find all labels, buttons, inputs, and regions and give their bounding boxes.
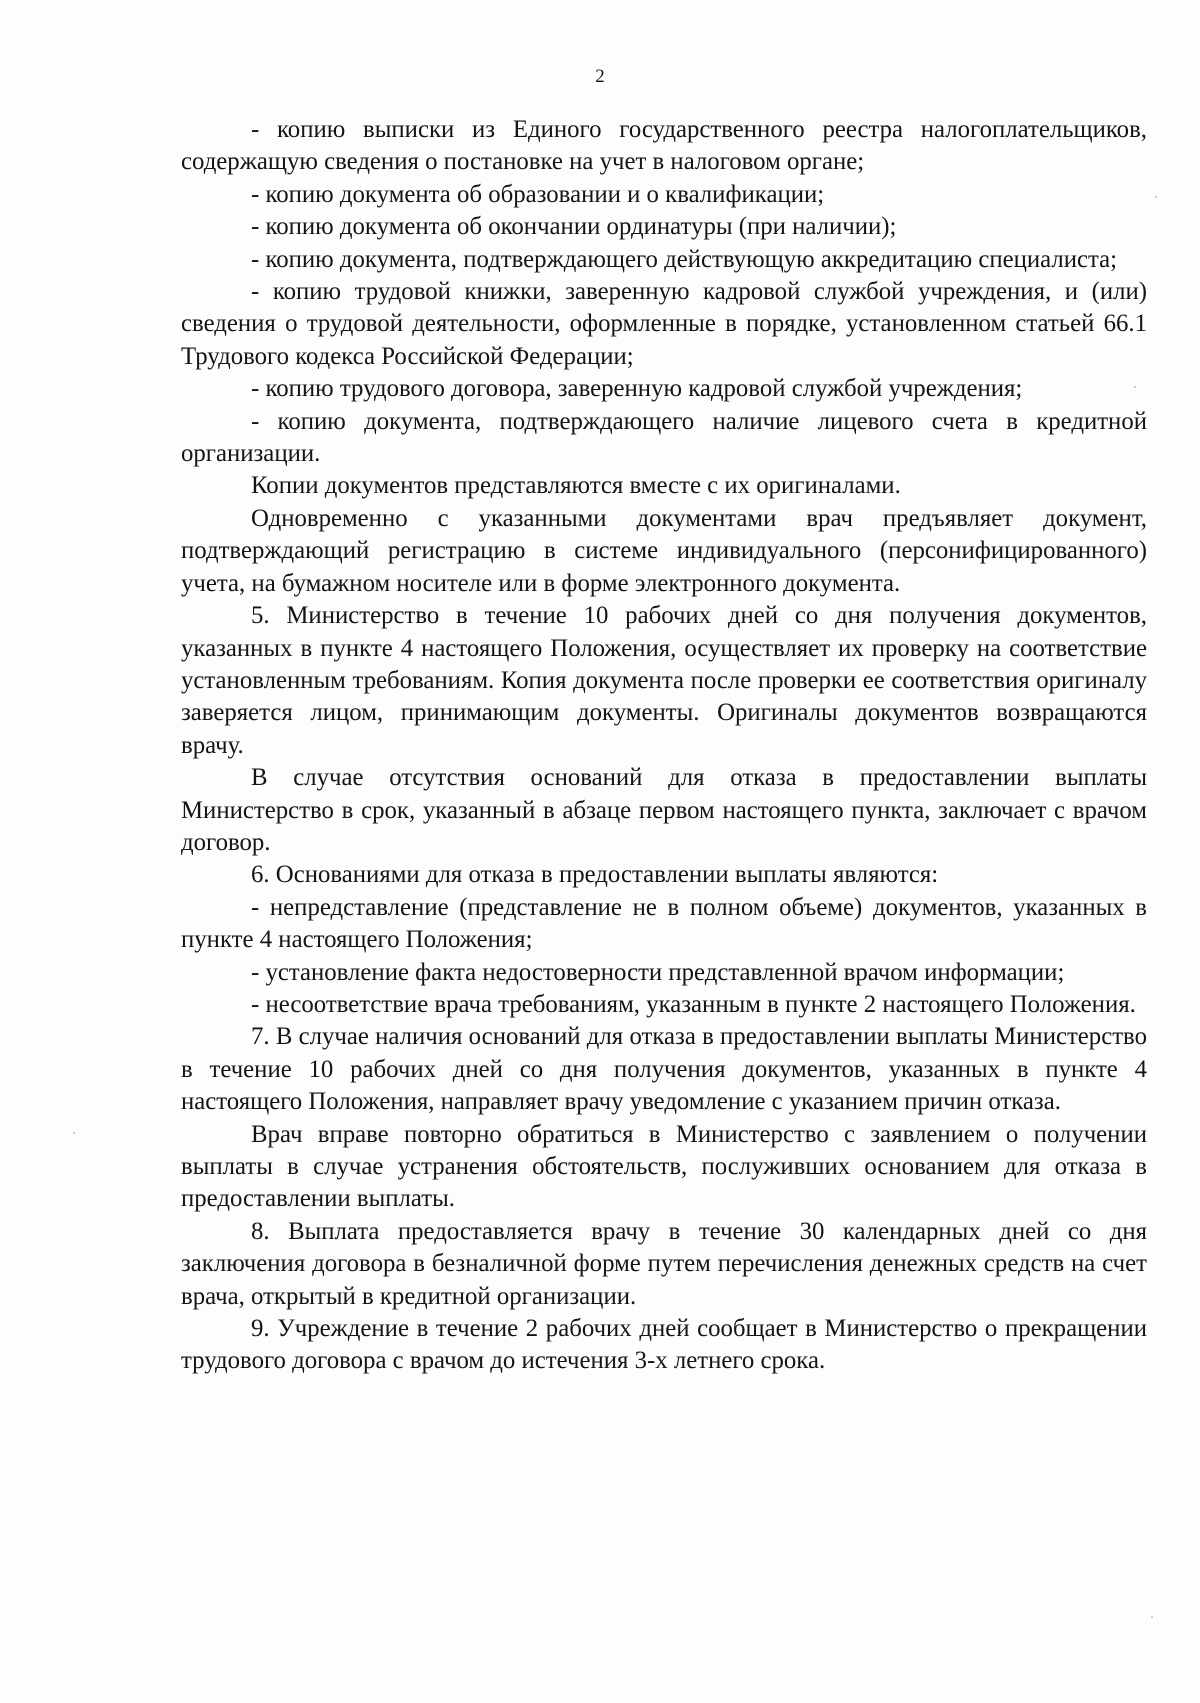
- scan-speck: [1155, 196, 1157, 198]
- paragraph-copies-with-originals: Копии документов представляются вместе с их оригиналами.: [251, 472, 901, 500]
- paragraph-clause-6: 6. Основаниями для отказа в предоставлении выплаты являются:: [251, 861, 939, 889]
- paragraph-clause-5: 5. Министерство в течение 10 рабочих дней со дня получения документов, указанных в пункте 4 настоящего Положения, осуществляет их проверку на соответствие установленным требованиям. Копия документа после проверки ее соответствия оригиналу заверяется лицом, принимающим документы. Оригиналы документов возвращаются врачу.: [181, 602, 1147, 759]
- paragraph-education-document: - копию документа об образовании и о квалификации;: [251, 180, 825, 208]
- scan-speck: [1151, 1616, 1153, 1618]
- paragraph-clause-9: 9. Учреждение в течение 2 рабочих дней сообщает в Министерство о прекращении трудового договора с врачом до истечения 3-х летнего срока.: [181, 1315, 1147, 1375]
- paragraph-refusal-requirements: - несоответствие врача требованиям, указанным в пункте 2 настоящего Положения.: [251, 990, 1136, 1018]
- scan-speck: [1134, 386, 1136, 388]
- paragraph-clause-7: 7. В случае наличия оснований для отказа в предоставлении выплаты Министерство в течение 10 рабочих дней со дня получения документов, указанных в пункте 4 настоящего Положения, направляет врачу уведомление с указанием причин отказа.: [181, 1023, 1147, 1116]
- paragraph-refusal-incomplete-documents: - непредставление (представление не в полном объеме) документов, указанных в пункте 4 настоящего Положения;: [181, 893, 1147, 954]
- paragraph-clause-8: 8. Выплата предоставляется врачу в течение 30 календарных дней со дня заключения договора в безналичной форме путем перечисления денежных средств на счет врача, открытый в кредитной организации.: [181, 1217, 1147, 1310]
- paragraph-agreement-conclusion: В случае отсутствия оснований для отказа в предоставлении выплаты Министерство в срок, указанный в абзаце первом настоящего пункта, заключает с врачом договор.: [181, 764, 1147, 856]
- page-number: 2: [595, 66, 605, 87]
- paragraph-personal-registration: Одновременно с указанными документами врач предъявляет документ, подтверждающий регистрацию в системе индивидуального (персонифицированного) учета, на бумажном носителе или в форме электронного документа.: [181, 504, 1147, 597]
- paragraph-reapplication: Врач вправе повторно обратиться в Министерство с заявлением о получении выплаты в случае устранения обстоятельств, послуживших основанием для отказа в предоставлении выплаты.: [181, 1120, 1147, 1213]
- paragraph-accreditation-document: - копию документа, подтверждающего действующую аккредитацию специалиста;: [251, 245, 1118, 273]
- paragraph-employment-contract: - копию трудового договора, заверенную кадровой службой учреждения;: [251, 375, 1023, 403]
- document-body: [181, 114, 1147, 1378]
- paragraph-employment-record: - копию трудовой книжки, заверенную кадровой службой учреждения, и (или) сведения о трудовой деятельности, оформленные в порядке, установленном статьей 66.1 Трудового кодекса Российской Федерации;: [181, 278, 1147, 370]
- scan-speck: [73, 1132, 75, 1134]
- paragraph-refusal-false-information: - установление факта недостоверности представленной врачом информации;: [251, 958, 1065, 986]
- paragraph-residency-document: - копию документа об окончании ординатуры (при наличии);: [251, 213, 897, 241]
- paragraph-tax-registry-extract: - копию выписки из Единого государственного реестра налогоплательщиков, содержащую сведения о постановке на учет в налоговом органе;: [181, 116, 1147, 176]
- paragraph-bank-account-document: - копию документа, подтверждающего наличие лицевого счета в кредитной организации.: [181, 407, 1147, 468]
